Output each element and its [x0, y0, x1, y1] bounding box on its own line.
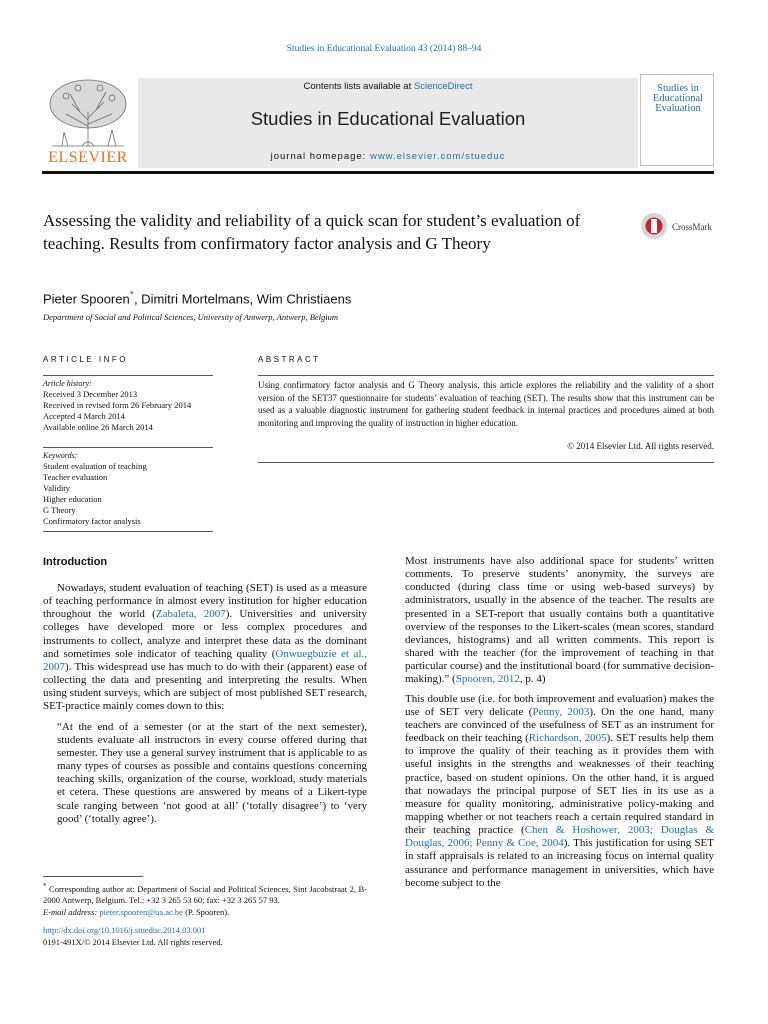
history-item: Received in revised form 26 February 2014	[43, 400, 192, 410]
keyword: Validity	[43, 483, 70, 493]
author-spooren: Pieter Spooren	[43, 291, 130, 307]
contents-prefix: Contents lists available at	[303, 81, 414, 92]
doi-block	[43, 925, 367, 948]
paragraph	[43, 582, 367, 714]
info-divider	[43, 447, 213, 448]
abstract-divider	[258, 375, 714, 376]
footnote-divider	[43, 876, 143, 877]
footnote-text: Corresponding author at: Department of Social and Political Sciences, Sint Jacobstraat 2, B-2000 Antwerp, Belgium. Tel.: +32 3 265 53 60; fax: +32 3 265 57 93.	[43, 883, 367, 906]
citation-link[interactable]: Penny, 2003	[532, 705, 590, 718]
body-column-right	[405, 555, 714, 890]
author-list	[43, 289, 643, 306]
article-info-heading: ARTICLE INFO	[43, 355, 128, 364]
journal-reference[interactable]: Studies in Educational Evaluation 43 (2014) 88–94	[286, 44, 482, 54]
email-link[interactable]: pieter.spooren@ua.ac.be	[99, 906, 183, 917]
section-heading-introduction: Introduction	[43, 556, 108, 568]
keyword: Teacher evaluation	[43, 472, 108, 482]
other-authors: , Dimitri Mortelmans, Wim Christiaens	[133, 291, 352, 307]
email-line	[43, 907, 367, 919]
homepage-line	[138, 151, 638, 162]
citation-link[interactable]: Richardson, 2005	[528, 732, 607, 745]
issn-line: 0191-491X/© 2014 Elsevier Ltd. All rights reserved.	[43, 936, 223, 947]
text-run: ). This justification for using SET in staff appraisals is related to an increasing focus on internal quality assurance and performance management in universities, which have become subject to the	[405, 837, 714, 889]
keyword: G Theory	[43, 505, 76, 515]
text-run: Nowadays, student evaluation of teaching (SET) is used as a measure of teaching performance in almost every institution for higher education throughout the world (	[43, 582, 367, 621]
text-run: ). This widespread use has much to do with their (apparent) ease of collecting the data and presenting and interpreting the results. When using student surveys, which are subject of most published SET research, SET-practice mainly comes down to this:	[43, 660, 367, 713]
history-label: Article history:	[43, 379, 92, 388]
history-item: Available online 26 March 2014	[43, 422, 153, 432]
history-item: Received 3 December 2013	[43, 389, 138, 399]
doi-link[interactable]: http://dx.doi.org/10.1016/j.stueduc.2014.03.001	[43, 925, 206, 935]
masthead-divider	[42, 171, 714, 174]
text-run: This double use (i.e. for both improvement and evaluation) makes the use of SET very delicate (	[405, 692, 714, 718]
journal-title: Studies in Educational Evaluation	[250, 108, 526, 129]
citation-link[interactable]: Chen & Hoshower, 2003; Douglas & Douglas, 2006; Penny & Coe, 2004	[405, 824, 714, 850]
body-column-left	[43, 582, 367, 826]
text-run: , p. 4)	[519, 673, 546, 686]
keywords-label: Keywords:	[43, 451, 78, 460]
email-label: E-mail address:	[43, 906, 100, 917]
history-item: Accepted 4 March 2014	[43, 411, 125, 421]
citation-link[interactable]: Zabaleta, 2007	[155, 608, 226, 621]
copyright-notice: © 2014 Elsevier Ltd. All rights reserved.	[567, 441, 714, 451]
citation-link[interactable]: Spooren, 2012	[455, 673, 520, 686]
text-run: ). Universities and university colleges have developed more or less complex procedures and instruments to collect, analyze and interpret these data as the dominant and sometimes sole indicator of teaching quality (	[43, 608, 367, 660]
abstract-text: Using confirmatory factor analysis and G Theory analysis, this article explores the reliability and the validity of a short version of the SET37 questionnaire for students’ evaluation of teaching (SET). The results show that this instrument can be used as a valuable diagnostic instrument for gathering student feedback in internal practices and procedures aimed at both monitoring and improving the quality of instruction in higher education.	[258, 380, 714, 428]
corresponding-author-mark[interactable]: *	[129, 289, 134, 301]
homepage-link[interactable]: www.elsevier.com/stueduc	[369, 151, 506, 162]
citation-link[interactable]: Onwuegbuzie et al., 2007	[43, 647, 368, 673]
affiliation: Department of Social and Political Sciences, University of Antwerp, Antwerp, Belgium	[43, 312, 339, 322]
text-run: ). SET results help them to improve the quality of their teaching as it provides them with useful insights in the strengths and weaknesses of their teaching practice, based on student opinions. On the other hand, it is argued that nowadays the principal purpose of SET lies in its use as a measure for quality monitoring, administrative policy-making and mapping whether or not teachers reach a certain required standard in their teaching practice (	[405, 732, 714, 837]
text-run: ). On the one hand, many teachers are convinced of the usefulness of SET as an instrument for feedback on their teaching (	[405, 705, 715, 745]
crossmark-label: CrossMark	[672, 222, 712, 232]
abstract-divider	[258, 462, 714, 463]
block-quote: “At the end of a semester (or at the start of the next semester), students evaluate all instructors in every course offered during that semester. They use a general survey instrument that is applicable to as many types of courses as possible and contains questions concerning teaching skills, organization of the course, workload, study materials et cetera. These questions are answered by means of a Likert-type scale ranging between ‘not good at all’ (‘totally disagree’) to ‘very good’ (‘totally agree’).	[57, 720, 367, 825]
crossmark-badge[interactable]	[640, 211, 730, 241]
info-divider	[43, 531, 213, 532]
sciencedirect-link[interactable]: ScienceDirect	[413, 81, 473, 92]
paragraph	[405, 693, 714, 890]
keyword: Higher education	[43, 494, 102, 504]
footnote	[43, 881, 367, 918]
text-run: Most instruments have also additional space for students’ written comments. To preserve students’ anonymity, the surveys are conducted (during class time or using web-based surveys) by administrators, usually in the absence of the teacher. The results are presented in a SET-report that usually contains both a quantitative overview of the responses to the Likert-scales (mean scores, standard deviances, histograms) and all written comments. This report is shared with the teacher (for the improvement of teaching in that particular course) and the institutional board (for summative decision-making).” (	[405, 555, 714, 686]
paragraph	[405, 555, 714, 687]
footnote-mark: *	[43, 882, 47, 890]
elsevier-wordmark: ELSEVIER	[48, 149, 128, 166]
homepage-prefix: journal homepage:	[270, 151, 370, 162]
abstract-heading: ABSTRACT	[258, 355, 321, 364]
cover-title: Studies in Educational Evaluation	[652, 83, 704, 114]
info-divider	[43, 375, 213, 376]
footnote-body	[43, 881, 367, 907]
keyword: Student evaluation of teaching	[43, 461, 147, 471]
contents-line	[138, 81, 638, 92]
keyword: Confirmatory factor analysis	[43, 516, 141, 526]
article-title: Assessing the validity and reliability of a quick scan for student’s evaluation of teaching. Results from confirmatory factor analysis and G Theory	[43, 211, 581, 253]
email-suffix: (P. Spooren).	[182, 906, 230, 917]
article-history	[43, 378, 213, 433]
keywords	[43, 450, 213, 527]
